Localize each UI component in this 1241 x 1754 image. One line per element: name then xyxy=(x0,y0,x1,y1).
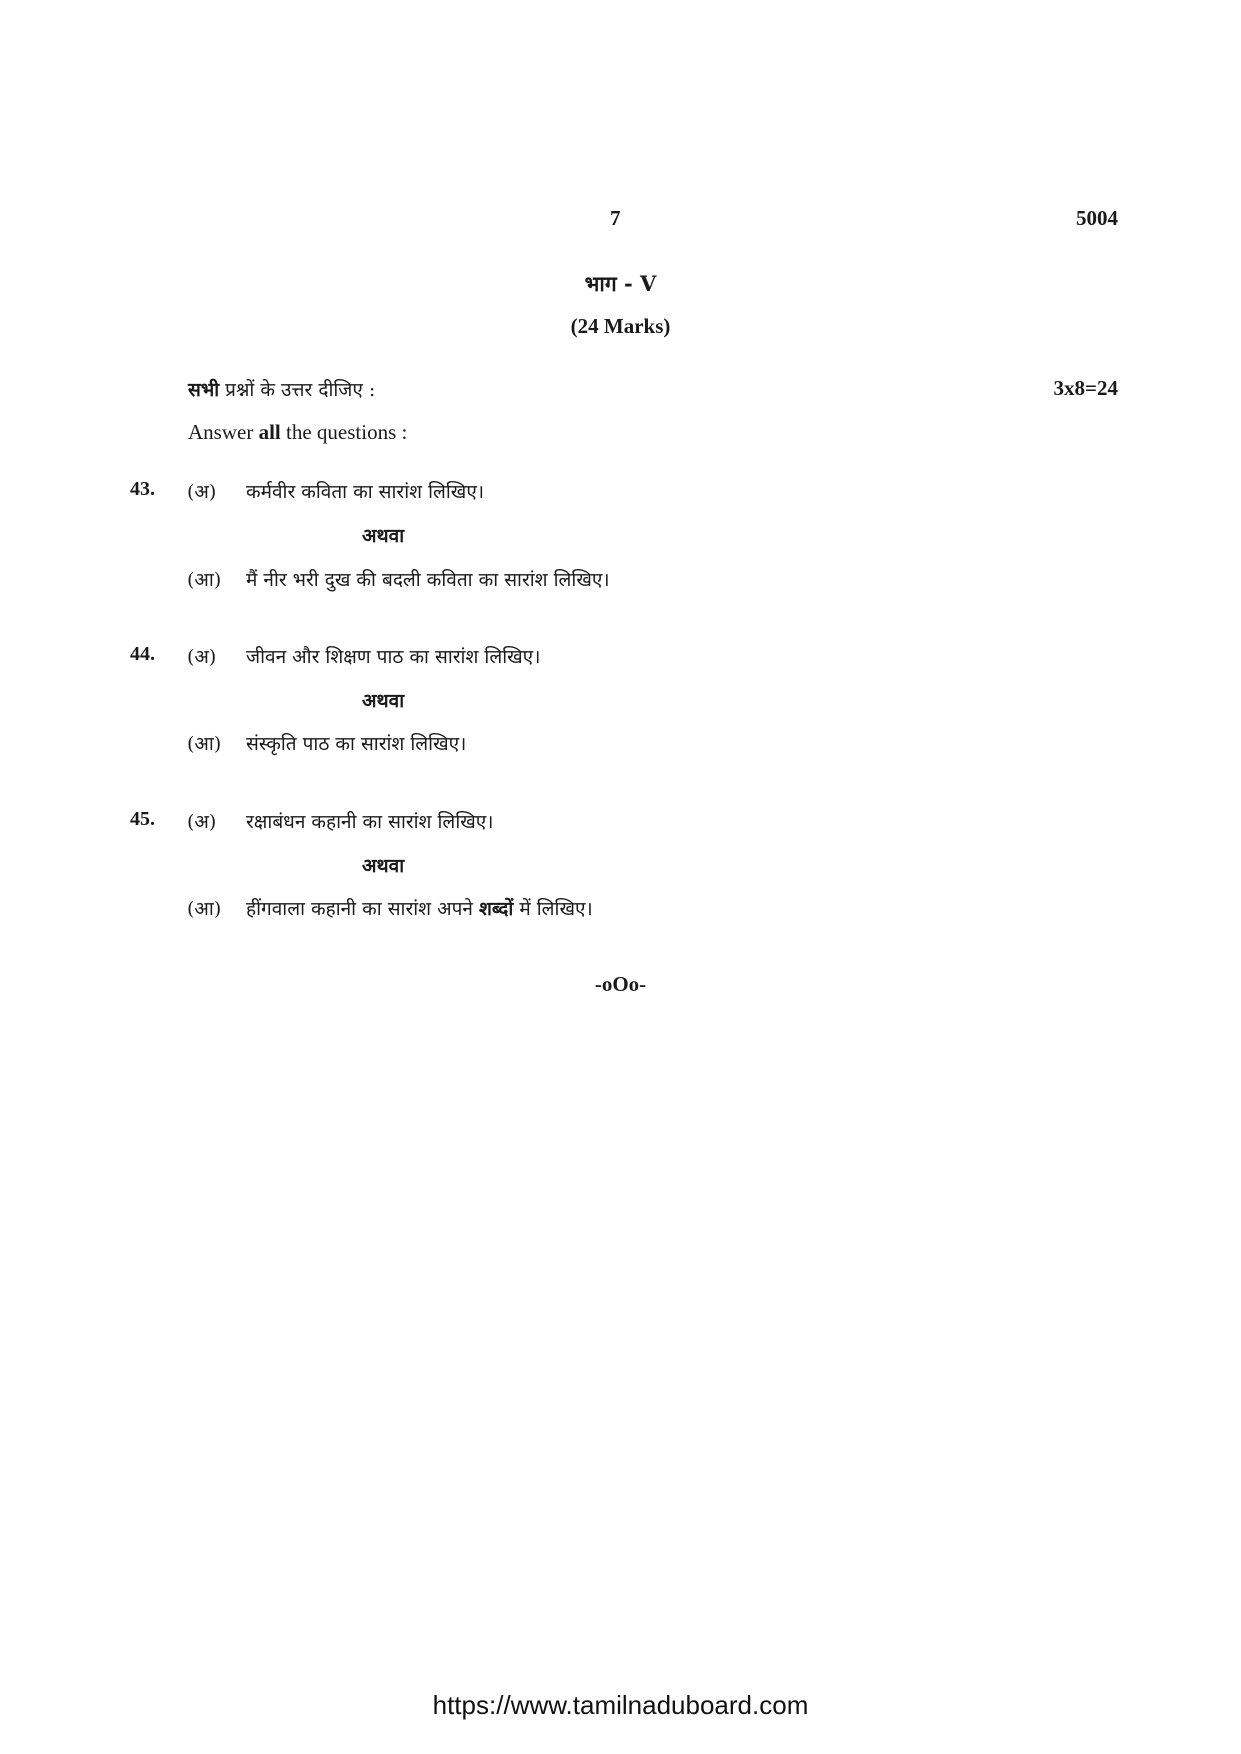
instruction-english-bold: all xyxy=(258,420,281,444)
section-marks: (24 Marks) xyxy=(570,314,671,338)
marks-formula: 3x8=24 xyxy=(1053,376,1118,400)
option-b-text-bold: शब्दों xyxy=(479,898,514,920)
instruction-hindi-rest: प्रश्नों के उत्तर दीजिए : xyxy=(219,379,376,401)
instruction-english-pre: Answer xyxy=(188,420,259,444)
option-b-label: (आ) xyxy=(187,898,222,920)
option-b-text: संस्कृति पाठ का सारांश लिखिए। xyxy=(246,733,467,755)
question-number: 45. xyxy=(130,808,155,830)
option-a-text: कर्मवीर कविता का सारांश लिखिए। xyxy=(246,481,485,503)
option-a-label: (अ) xyxy=(187,481,217,503)
section-title: भाग - V xyxy=(584,271,657,296)
option-b-text-post: में लिखिए। xyxy=(513,898,593,920)
page-number: 7 xyxy=(610,206,621,230)
option-b-text: मैं नीर भरी दुख की बदली कविता का सारांश लिखिए। xyxy=(246,569,610,591)
instruction-english-post: the questions : xyxy=(280,420,408,444)
instruction-hindi-bold: सभी xyxy=(188,379,220,401)
option-a-text: जीवन और शिक्षण पाठ का सारांश लिखिए। xyxy=(246,646,541,668)
option-b-text xyxy=(246,895,593,921)
instruction-english xyxy=(188,420,407,445)
or-label: अथवा xyxy=(362,690,405,712)
instruction-hindi xyxy=(188,376,375,402)
option-b-text-pre: हींगवाला कहानी का सारांश अपने xyxy=(246,898,480,920)
question-number: 44. xyxy=(130,643,155,665)
end-mark: -oOo- xyxy=(594,972,647,996)
footer-url: https://www.tamilnaduboard.com xyxy=(432,1690,809,1720)
or-label: अथवा xyxy=(362,525,405,547)
paper-code: 5004 xyxy=(1076,206,1118,230)
or-label: अथवा xyxy=(362,855,405,877)
option-a-label: (अ) xyxy=(187,811,217,833)
option-a-text: रक्षाबंधन कहानी का सारांश लिखिए। xyxy=(246,811,494,833)
question-number: 43. xyxy=(130,478,155,500)
option-b-label: (आ) xyxy=(187,569,222,591)
option-a-label: (अ) xyxy=(187,646,217,668)
option-b-label: (आ) xyxy=(187,733,222,755)
